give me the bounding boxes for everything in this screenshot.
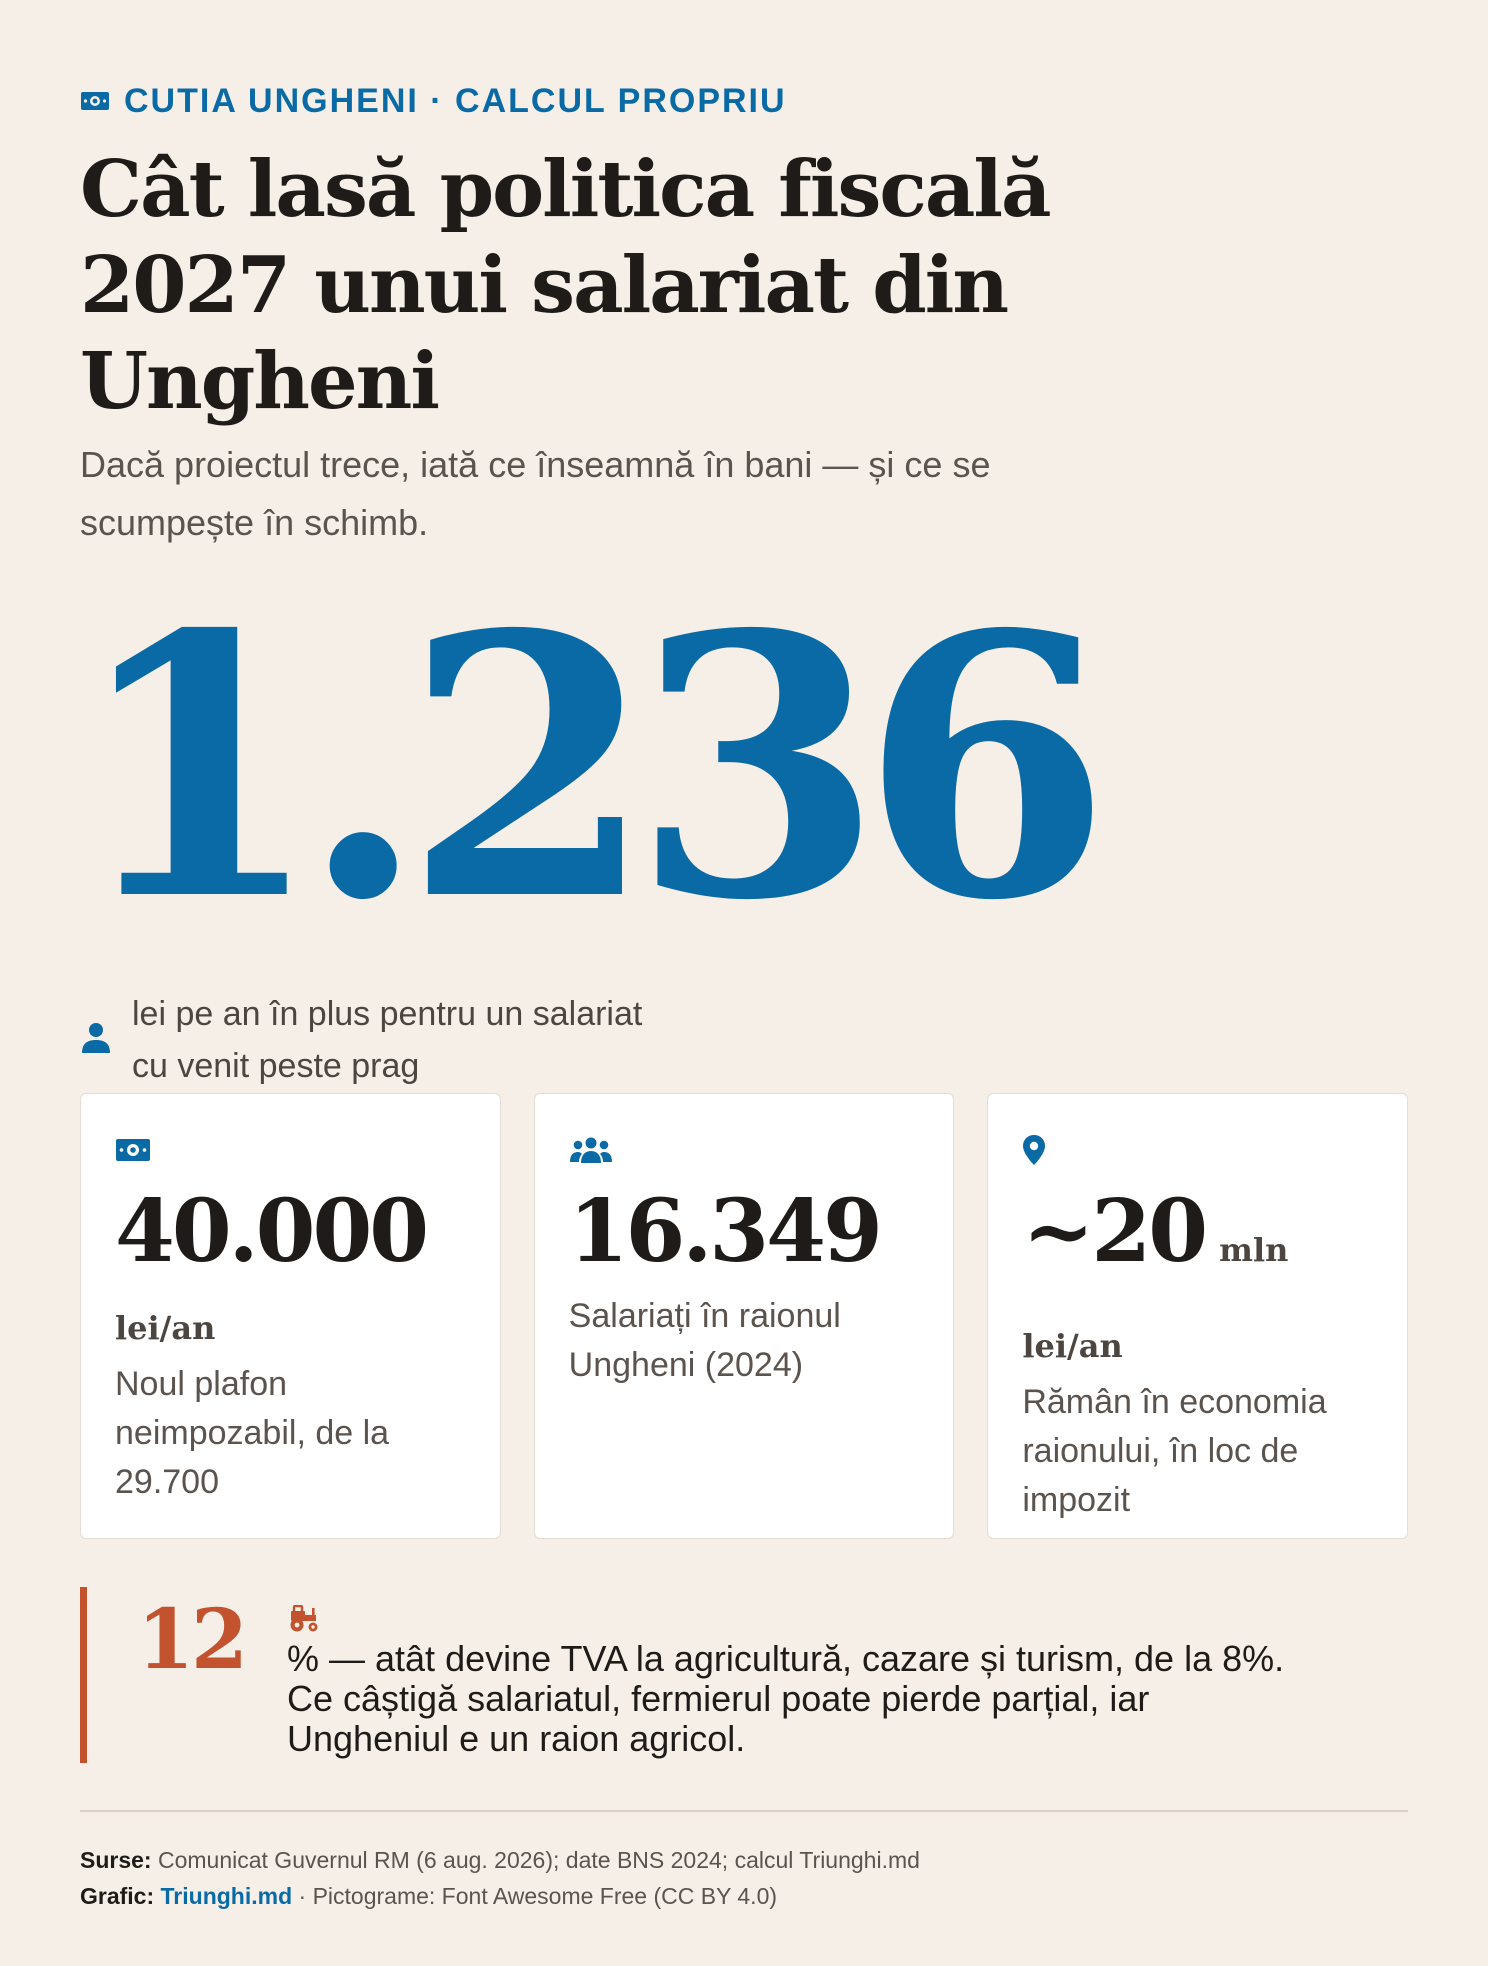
money-bill-icon (80, 82, 110, 121)
footer-graphic-text: · Pictograme: Font Awesome Free (CC BY 4.0) (298, 1883, 778, 1909)
kicker-text: CUTIA UNGHENI · CALCUL PROPRIU (124, 82, 787, 120)
footer (80, 1842, 920, 1914)
footer-sources-label: Surse: (80, 1847, 152, 1873)
users-icon (569, 1132, 920, 1168)
stat-card-value: 16.349 (568, 1181, 880, 1282)
kicker (80, 82, 787, 121)
headline-caption (80, 988, 652, 1092)
stat-card-suffix: mln (1219, 1231, 1289, 1269)
page-title: Cât lasă politica fiscală 2027 unui salariat din Ungheni (80, 144, 1050, 427)
headline-value: 1.236 (72, 556, 1090, 979)
user-icon (80, 1021, 112, 1060)
subtitle: Dacă proiectul trece, iată ce înseamnă în bani — și ce se scumpește în schimb. (80, 444, 991, 543)
stat-card-plafon (80, 1093, 501, 1539)
stat-cards (80, 1093, 1408, 1539)
headline-caption-text: lei pe an în plus pentru un salariat cu venit peste prag (132, 995, 643, 1085)
stat-card-value (1022, 1181, 1373, 1296)
stat-card-economie (987, 1093, 1408, 1539)
location-pin-icon (1022, 1132, 1373, 1168)
vat-value: 12 (137, 1592, 246, 1688)
stat-card-value: 40.000 (115, 1181, 427, 1282)
stat-card-description: Rămân în economia raionului, în loc de impozit (1022, 1383, 1327, 1519)
footer-sources-text: Comunicat Guvernul RM (6 aug. 2026); date BNS 2024; calcul Triunghi.md (157, 1847, 920, 1873)
stat-card-unit: lei/an (115, 1309, 216, 1347)
footer-graphic (80, 1878, 920, 1914)
stat-card-unit: lei/an (1022, 1327, 1123, 1365)
money-bill-icon (115, 1132, 466, 1168)
stat-card-description: Salariați în raionul Ungheni (2024) (568, 1297, 841, 1384)
footer-brand-link[interactable]: Triunghi.md (160, 1883, 293, 1909)
stat-card-salariati (534, 1093, 955, 1539)
stat-card-value-number: ~20 (1022, 1181, 1206, 1282)
vat-callout (80, 1587, 1408, 1763)
footer-divider (80, 1810, 1408, 1812)
footer-sources (80, 1842, 920, 1878)
stat-card-description: Noul plafon neimpozabil, de la 29.700 (115, 1365, 390, 1501)
vat-text: % — atât devine TVA la agricultură, cazare și turism, de la 8%. Ce câștigă salariatul, fermierul poate pierde parțial, iar Ungheniul e un raion agricol. (287, 1638, 1285, 1759)
footer-graphic-label: Grafic: (80, 1883, 155, 1909)
tractor-icon (287, 1605, 321, 1638)
